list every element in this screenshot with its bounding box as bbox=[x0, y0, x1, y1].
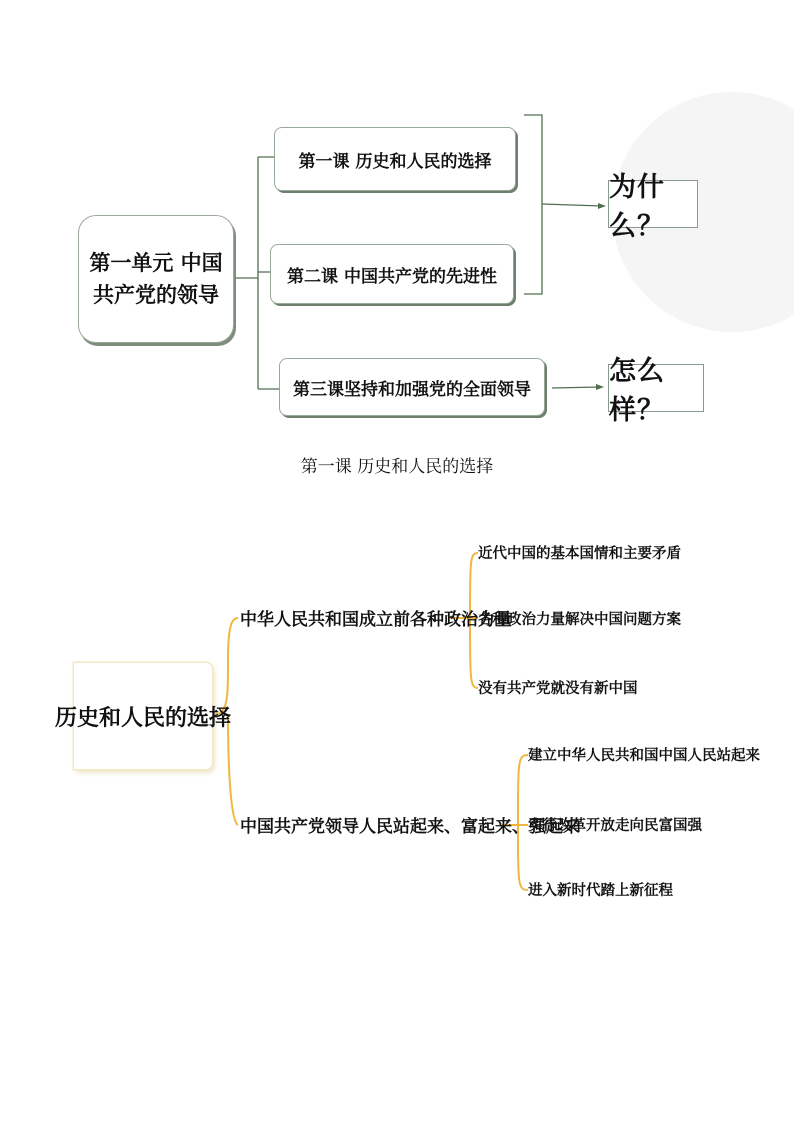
lesson-1-label: 第一课 历史和人民的选择 bbox=[298, 151, 492, 172]
arrow-line-how bbox=[552, 387, 600, 388]
bracket-lessons-1-2 bbox=[524, 115, 542, 294]
mindmap-branch-2: 中国共产党领导人民站起来、富起来、强起来 bbox=[240, 817, 580, 837]
lesson-1-box bbox=[274, 127, 516, 191]
mindmap-root-box bbox=[55, 663, 232, 769]
mindmap-leaf-2-2: 实行改革开放走向民富国强 bbox=[528, 818, 702, 834]
section-caption: 第一课 历史和人民的选择 bbox=[300, 457, 494, 477]
question-why-label: 为什么？ bbox=[609, 172, 665, 242]
mindmap-leaf-1-2: 各种政治力量解决中国问题方案 bbox=[478, 612, 681, 628]
lesson-2-box bbox=[270, 244, 514, 304]
mindmap-leaf-1-1: 近代中国的基本国情和主要矛盾 bbox=[478, 546, 681, 562]
mindmap-leaf-2-3: 进入新时代踏上新征程 bbox=[528, 883, 673, 899]
lesson-3-box bbox=[279, 358, 545, 416]
lesson-2-label: 第二课 中国共产党的先进性 bbox=[287, 266, 497, 287]
lesson-3-label: 第三课坚持和加强党的全面领导 bbox=[293, 379, 531, 400]
question-why-box bbox=[608, 172, 698, 242]
question-how-label: 怎么样？ bbox=[609, 356, 665, 426]
mindmap-branch-1: 中华人民共和国成立前各种政治力量 bbox=[240, 610, 512, 630]
arrow-line-why bbox=[542, 204, 602, 206]
mindmap-root-label: 历史和人民的选择 bbox=[55, 705, 232, 731]
mindmap-leaf-2-1: 建立中华人民共和国中国人民站起来 bbox=[528, 748, 760, 764]
question-how-box bbox=[608, 356, 704, 426]
unit-box bbox=[78, 215, 234, 343]
arrow-head-why bbox=[598, 203, 606, 209]
mindmap-leaf-1-3: 没有共产党就没有新中国 bbox=[478, 681, 638, 697]
arrow-head-how bbox=[596, 384, 604, 390]
unit-title: 第一单元 中国共产党的领导 bbox=[89, 251, 223, 307]
